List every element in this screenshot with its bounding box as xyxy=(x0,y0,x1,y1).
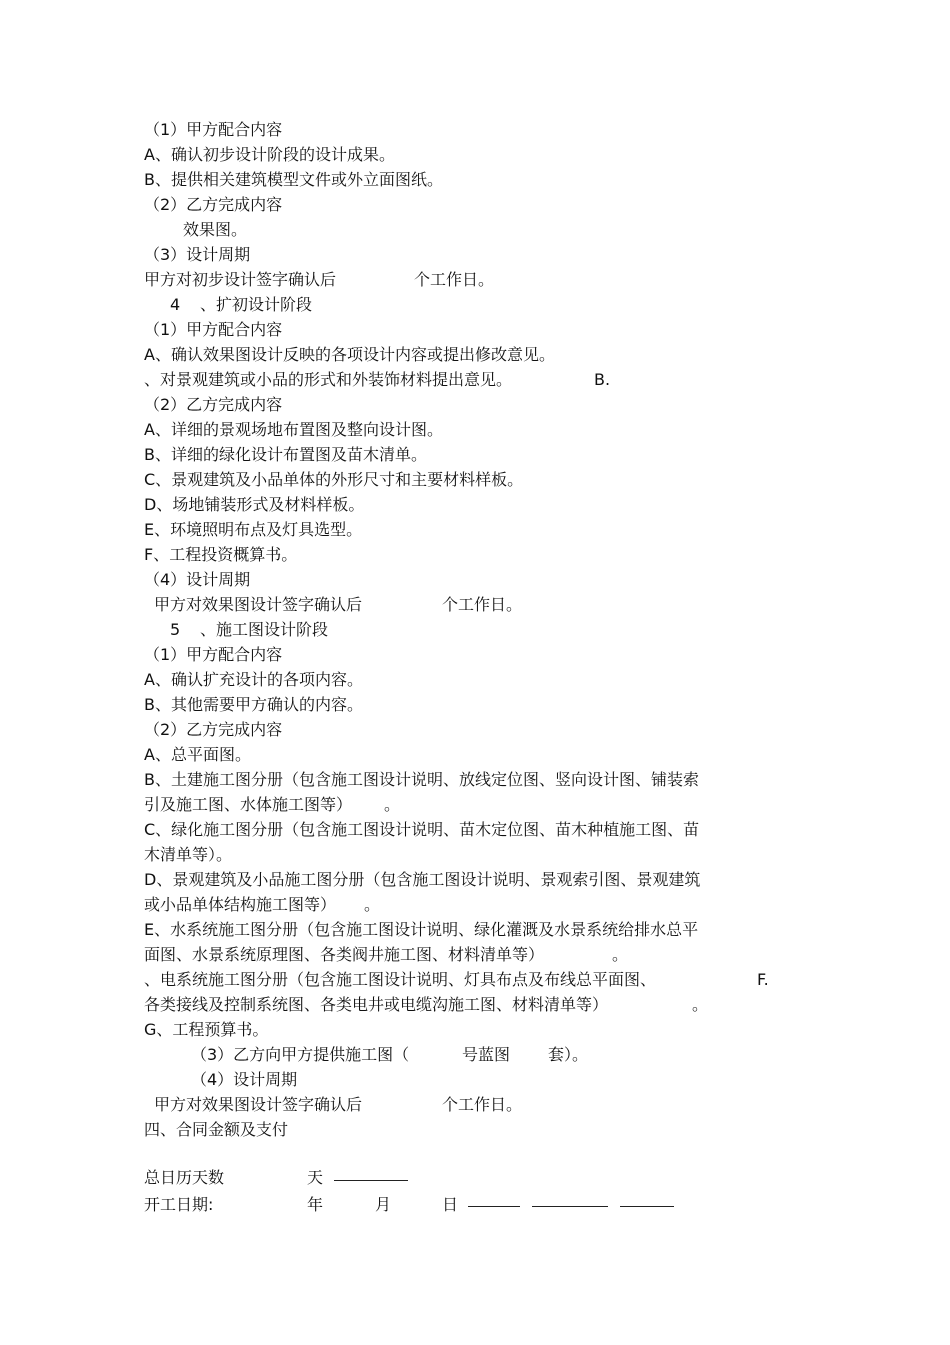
text-line: D、景观建筑及小品施工图分册（包含施工图设计说明、景观索引图、景观建筑 xyxy=(144,870,701,889)
text-line: （1）甲方配合内容 xyxy=(144,320,283,339)
text-line: 。 xyxy=(692,995,709,1014)
text-line: 个工作日。 xyxy=(442,1095,523,1114)
text-line: 开工日期: xyxy=(144,1195,214,1214)
text-line: E、环境照明布点及灯具选型。 xyxy=(144,520,363,539)
text-line: F. xyxy=(757,970,769,989)
text-line: A、详细的景观场地布置图及整向设计图。 xyxy=(144,420,443,439)
text-line: 。 xyxy=(364,895,381,914)
text-line: （4）设计周期 xyxy=(191,1070,298,1089)
blank-underline xyxy=(532,1206,608,1207)
text-line: 各类接线及控制系统图、各类电井或电缆沟施工图、材料清单等） xyxy=(144,995,609,1014)
text-line: 4 xyxy=(170,295,181,314)
text-line: （2）乙方完成内容 xyxy=(144,195,283,214)
text-line: 四、合同金额及支付 xyxy=(144,1120,289,1139)
text-line: 面图、水景系统原理图、各类阀井施工图、材料清单等） xyxy=(144,945,545,964)
text-line: 甲方对效果图设计签字确认后 xyxy=(154,595,363,614)
text-line: 甲方对效果图设计签字确认后 xyxy=(154,1095,363,1114)
text-line: （1）甲方配合内容 xyxy=(144,645,283,664)
text-line: （2）乙方完成内容 xyxy=(144,395,283,414)
text-line: A、总平面图。 xyxy=(144,745,251,764)
blank-underline xyxy=(620,1206,674,1207)
text-line: F、工程投资概算书。 xyxy=(144,545,298,564)
text-line: （4）设计周期 xyxy=(144,570,251,589)
text-line: （3）设计周期 xyxy=(144,245,251,264)
text-line: B、提供相关建筑模型文件或外立面图纸。 xyxy=(144,170,443,189)
text-line: D、场地铺装形式及材料样板。 xyxy=(144,495,365,514)
text-line: 引及施工图、水体施工图等） xyxy=(144,795,353,814)
text-line: （2）乙方完成内容 xyxy=(144,720,283,739)
text-line: 效果图。 xyxy=(183,220,248,239)
text-line: 、扩初设计阶段 xyxy=(200,295,313,314)
text-line: 号蓝图 xyxy=(462,1045,511,1064)
text-line: 总日历天数 xyxy=(144,1168,225,1187)
text-line: 年 xyxy=(307,1195,324,1214)
text-line: 木清单等）。 xyxy=(144,845,233,864)
text-line: A、确认扩充设计的各项内容。 xyxy=(144,670,363,689)
text-line: A、确认初步设计阶段的设计成果。 xyxy=(144,145,395,164)
text-line: 。 xyxy=(384,795,401,814)
text-line: 5 xyxy=(170,620,181,639)
text-line: C、景观建筑及小品单体的外形尺寸和主要材料样板。 xyxy=(144,470,524,489)
text-line: E、水系统施工图分册（包含施工图设计说明、绿化灌溉及水景系统给排水总平 xyxy=(144,920,699,939)
text-line: 个工作日。 xyxy=(442,595,523,614)
text-line: C、绿化施工图分册（包含施工图设计说明、苗木定位图、苗木种植施工图、苗 xyxy=(144,820,700,839)
text-line: 月 xyxy=(375,1195,392,1214)
text-line: （3）乙方向甲方提供施工图（ xyxy=(191,1045,410,1064)
text-line: 或小品单体结构施工图等） xyxy=(144,895,337,914)
text-line: 个工作日。 xyxy=(414,270,495,289)
text-line: 套）。 xyxy=(548,1045,589,1064)
text-line: 天 xyxy=(307,1168,324,1187)
text-line: （1）甲方配合内容 xyxy=(144,120,283,139)
text-line: B、土建施工图分册（包含施工图设计说明、放线定位图、竖向设计图、铺装索 xyxy=(144,770,699,789)
text-line: 、对景观建筑或小品的形式和外装饰材料提出意见。 xyxy=(144,370,513,389)
text-line: A、确认效果图设计反映的各项设计内容或提出修改意见。 xyxy=(144,345,555,364)
blank-underline xyxy=(334,1180,408,1181)
blank-underline xyxy=(468,1206,520,1207)
text-line: 甲方对初步设计签字确认后 xyxy=(144,270,337,289)
text-line: 、施工图设计阶段 xyxy=(200,620,329,639)
text-line: B、其他需要甲方确认的内容。 xyxy=(144,695,363,714)
text-line: 日 xyxy=(442,1195,459,1214)
text-line: 、电系统施工图分册（包含施工图设计说明、灯具布点及布线总平面图、 xyxy=(144,970,657,989)
text-line: B、详细的绿化设计布置图及苗木清单。 xyxy=(144,445,427,464)
text-line: 。 xyxy=(612,945,629,964)
text-line: G、工程预算书。 xyxy=(144,1020,269,1039)
text-line: B. xyxy=(594,370,611,389)
